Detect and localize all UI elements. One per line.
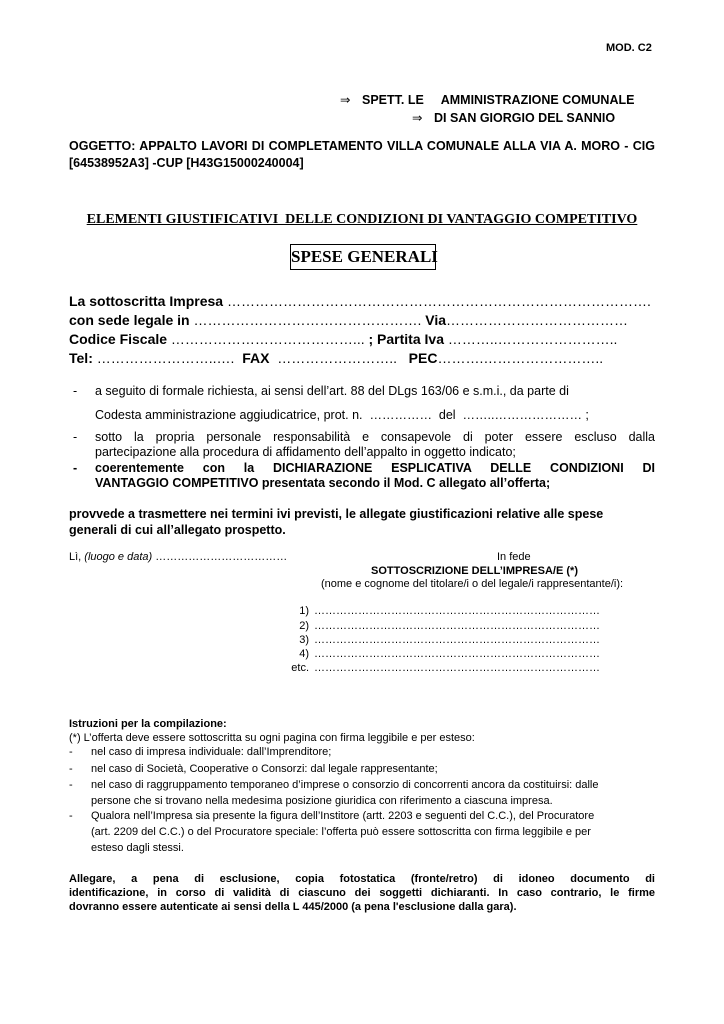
form-line-impresa <box>69 293 651 309</box>
cf-field[interactable]: …………………………………... <box>167 331 365 347</box>
cf-label: Codice Fiscale <box>69 331 168 347</box>
allegare-line-3: dovranno essere autenticate ai sensi della L 445/2000 (a pena l'esclusione dalla gara). <box>69 901 517 913</box>
form-line-sede <box>69 312 628 328</box>
allegare-line-2: identificazione, in corso di validità di ciascuno dei soggetti dichiaranti. In caso contrario, le firme <box>69 887 655 899</box>
form-line-tel <box>69 350 603 366</box>
provvede-line-1: provvede a trasmettere nei termini ivi previsti, le allegate giustificazioni relative alle spese <box>69 507 604 521</box>
allegare-line-1: Allegare, a pena di esclusione, copia fotostatica (fronte/retro) di idoneo documento di <box>69 873 655 885</box>
sig-row-num: etc. <box>291 662 309 674</box>
section-title: ELEMENTI GIUSTIFICATIVI DELLE CONDIZIONI DI VANTAGGIO COMPETITIVO <box>86 212 638 227</box>
sig-row-num: 1) <box>299 605 309 617</box>
in-fede: In fede <box>497 551 531 563</box>
impresa-label: La sottoscritta Impresa <box>69 293 224 309</box>
sig-row-num: 3) <box>299 634 309 646</box>
istruzione-4-line-3: esteso dagli stessi. <box>91 842 184 854</box>
fax-label: FAX <box>234 350 270 366</box>
bullet-1-line-2: Codesta amministrazione aggiudicatrice, prot. n. …………… del ……..………………… ; <box>95 408 589 422</box>
pec-label: PEC <box>397 350 438 366</box>
piva-field[interactable]: ………..…………………….. <box>443 331 618 347</box>
bullet-dash: - <box>73 430 78 444</box>
bullet-3-line-1: coerentemente con la DICHIARAZIONE ESPLICATIVA DELLE CONDIZIONI DI <box>95 461 655 475</box>
place-date-field[interactable]: ……………………………… <box>152 551 288 563</box>
pec-field[interactable]: ……….…………………….. <box>437 350 604 366</box>
fax-field[interactable]: …………………….. <box>269 350 397 366</box>
istruzione-2: nel caso di Società, Cooperative o Consorzi: dal legale rappresentante; <box>91 763 438 775</box>
sede-label: con sede legale in <box>69 312 190 328</box>
sig-row-field[interactable]: …………………………………………………………………… <box>314 605 600 617</box>
nome-cognome-note: (nome e cognome del titolare/i o del legale/i rappresentante/i): <box>321 578 624 590</box>
addressee-text-1: SPETT. LE AMMINISTRAZIONE COMUNALE <box>362 93 635 107</box>
piva-label: ; Partita Iva <box>364 331 444 347</box>
mod-label: MOD. C2 <box>606 42 652 54</box>
istruzione-1: nel caso di impresa individuale: dall’Imprenditore; <box>91 746 332 758</box>
istruzioni-intro: (*) L’offerta deve essere sottoscritta su ogni pagina con firma leggibile e per esteso: <box>69 732 475 744</box>
istruzioni-title: Istruzioni per la compilazione: <box>69 718 227 730</box>
bullet-dash: - <box>73 461 78 475</box>
istruzione-3-line-2: persone che si trovano nella medesima posizione giuridica con riferimento a ciascuna impresa. <box>91 795 553 807</box>
sig-row-field[interactable]: …………………………………………………………………… <box>314 648 600 660</box>
addressee-text-2: DI SAN GIORGIO DEL SANNIO <box>434 111 616 125</box>
tel-field[interactable]: ……………………..…. <box>92 350 235 366</box>
tel-label: Tel: <box>69 350 93 366</box>
sig-row-field[interactable]: …………………………………………………………………… <box>314 620 600 632</box>
right-arrow-icon: ⇒ <box>412 110 423 125</box>
istruzione-3-line-1: nel caso di raggruppamento temporaneo d’imprese o consorzio di concorrenti ancora da costituirsi: dalle <box>91 779 599 791</box>
provvede-line-2: generali di cui all’allegato prospetto. <box>69 523 286 537</box>
bullet-2-line-2: partecipazione alla procedura di affidamento dell’appalto in oggetto indicato; <box>95 445 516 459</box>
instr-dash: - <box>69 779 73 791</box>
sede-field[interactable]: …………………………………………. <box>189 312 422 328</box>
bullet-2-line-1: sotto la propria personale responsabilità e consapevole di poter essere escluso dalla <box>95 430 655 444</box>
impresa-field[interactable]: ………………………………………………………………………………. <box>223 293 651 309</box>
addressee-line-1 <box>340 92 634 107</box>
instr-dash: - <box>69 763 73 775</box>
bullet-dash: - <box>73 384 78 398</box>
bullet-3-line-2: VANTAGGIO COMPETITIVO presentata secondo il Mod. C allegato all’offerta; <box>95 476 551 490</box>
place-italic: (luogo e data) <box>84 551 153 563</box>
sig-row-field[interactable]: …………………………………………………………………… <box>314 634 600 646</box>
right-arrow-icon: ⇒ <box>340 92 351 107</box>
place-prefix: Lì, <box>69 551 85 563</box>
istruzione-4-line-1: Qualora nell’Impresa sia presente la figura dell’Institore (artt. 2203 e seguenti del C.C.), del Procuratore <box>91 810 595 822</box>
instr-dash: - <box>69 810 73 822</box>
sig-row-num: 2) <box>299 620 309 632</box>
boxed-title: SPESE GENERALI <box>290 244 436 270</box>
via-field[interactable]: ………………………………… <box>446 312 629 328</box>
instr-dash: - <box>69 746 73 758</box>
oggetto: OGGETTO: APPALTO LAVORI DI COMPLETAMENTO VILLA COMUNALE ALLA VIA A. MORO - CIG [64538952A3] -CUP [H43G15000240004] <box>69 139 655 170</box>
via-label: Via <box>421 312 447 328</box>
addressee-line-2 <box>412 110 615 125</box>
sig-row-field[interactable]: …………………………………………………………………… <box>314 662 600 674</box>
istruzione-4-line-2: (art. 2209 del C.C.) o del Procuratore speciale: l’offerta può essere sottoscritta con firma leggibile e per <box>91 826 591 838</box>
form-line-cf <box>69 331 617 347</box>
sottoscrizione-title: SOTTOSCRIZIONE DELL’IMPRESA/E (*) <box>371 565 578 577</box>
sig-row-num: 4) <box>299 648 309 660</box>
place-date <box>69 551 287 563</box>
bullet-1-line-1: a seguito di formale richiesta, ai sensi dell’art. 88 del DLgs 163/06 e s.m.i., da parte di <box>95 384 569 398</box>
